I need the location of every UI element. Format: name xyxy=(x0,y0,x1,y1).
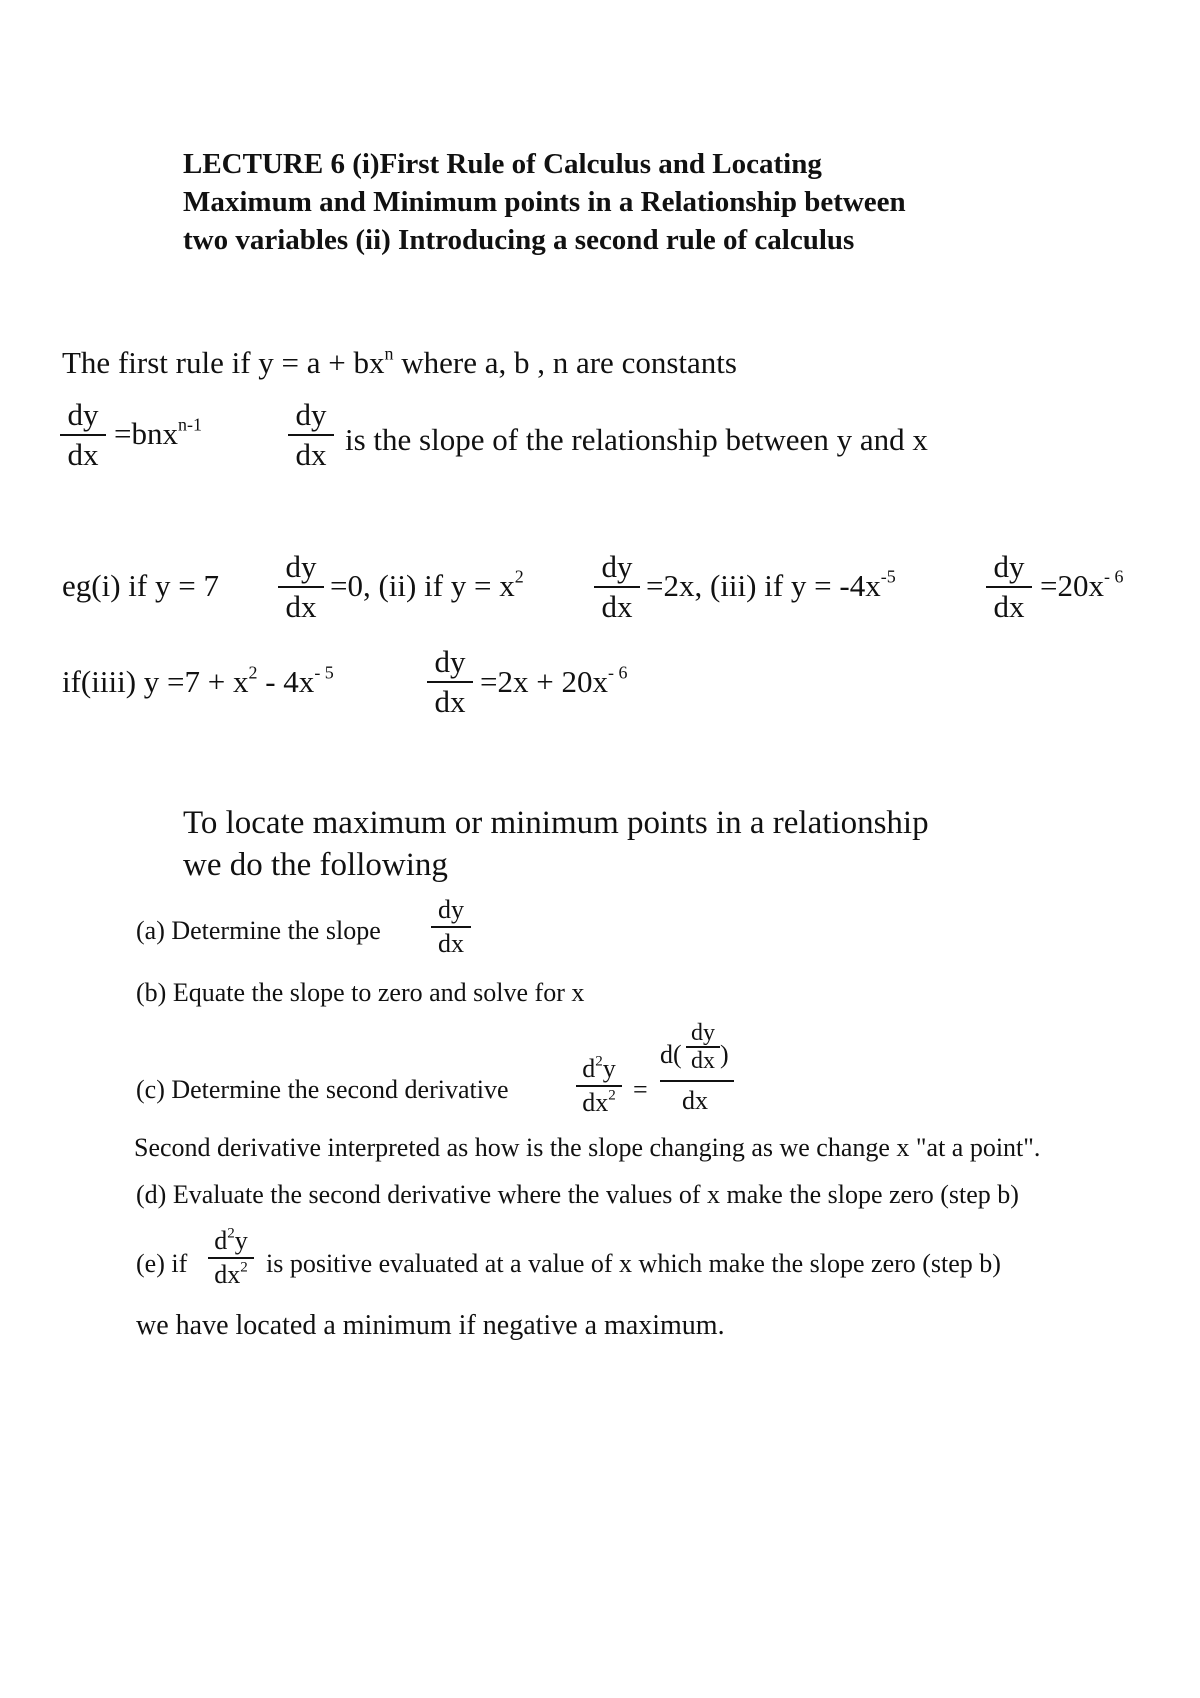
second-derivative-interpretation: Second derivative interpreted as how is the slope changing as we change x "at a point". xyxy=(134,1133,1041,1162)
dy-dx-fraction: dy dx xyxy=(60,398,106,472)
lecture-title xyxy=(183,145,906,259)
d-close: ) xyxy=(720,1040,729,1069)
dy-dx-fraction: dy dx xyxy=(427,645,473,719)
equals-sign: = xyxy=(633,1075,648,1104)
example-iiii-result: $=2x + 20x^{- 6}$ xyxy=(480,662,628,699)
denominator-dx: dx xyxy=(682,1086,708,1115)
title-line-1: LECTURE 6 (i)First Rule of Calculus and Locating xyxy=(183,148,822,180)
title-line-3: two variables (ii) Introducing a second rule of calculus xyxy=(183,224,855,256)
dy-dx-fraction: dy dx xyxy=(431,897,471,957)
example-ii: =0, (ii) if $y = x^2$ xyxy=(330,566,524,603)
slope-definition: is the slope of the relationship between y and x xyxy=(345,422,928,457)
conclusion: we have located a minimum if negative a maximum. xyxy=(136,1310,725,1341)
step-e-lead: (e) if xyxy=(136,1249,188,1278)
example-iii-result: $=20x^{- 6}$ xyxy=(1040,566,1124,603)
step-c: (c) Determine the second derivative xyxy=(136,1075,509,1104)
example-i: eg(i) if y = 7 xyxy=(62,568,219,603)
step-d: (d) Evaluate the second derivative where the values of x make the slope zero (step b) xyxy=(136,1180,1019,1209)
step-a: (a) Determine the slope xyxy=(136,916,381,945)
method-intro-line-2: we do the following xyxy=(183,847,448,883)
second-derivative-fraction: $d^2y$ $dx^2$ xyxy=(576,1056,622,1116)
d-open: d( xyxy=(660,1040,682,1069)
compound-derivative-fraction xyxy=(660,1022,734,1122)
step-b: (b) Equate the slope to zero and solve for x xyxy=(136,978,585,1007)
dy-dx-fraction: dy dx xyxy=(594,550,640,624)
step-e-text: is positive evaluated at a value of x which make the slope zero (step b) xyxy=(266,1249,1001,1278)
example-iii: =2x, (iii) if $y = -4x^{-5}$ xyxy=(646,566,896,603)
title-line-2: Maximum and Minimum points in a Relationship between xyxy=(183,186,906,218)
dy-dx-fraction: dy dx xyxy=(986,550,1032,624)
first-rule-derivative: =bnx$^{n-1}$ xyxy=(114,414,202,451)
method-intro-line-1: To locate maximum or minimum points in a relationship xyxy=(183,805,929,841)
dy-dx-fraction: dy dx xyxy=(288,398,334,472)
fraction-bar xyxy=(660,1080,734,1082)
example-iiii: if(iiii) $y =7 + x^2 - 4x^{- 5}$ xyxy=(62,662,334,699)
dy-dx-fraction: dy dx xyxy=(278,550,324,624)
first-rule-statement: The first rule if $y = a + bx^n$ where a, b , n are constants xyxy=(62,343,737,380)
second-derivative-fraction: $d^2y$ $dx^2$ xyxy=(208,1228,254,1288)
dy-dx-fraction: dy dx xyxy=(686,1022,720,1072)
